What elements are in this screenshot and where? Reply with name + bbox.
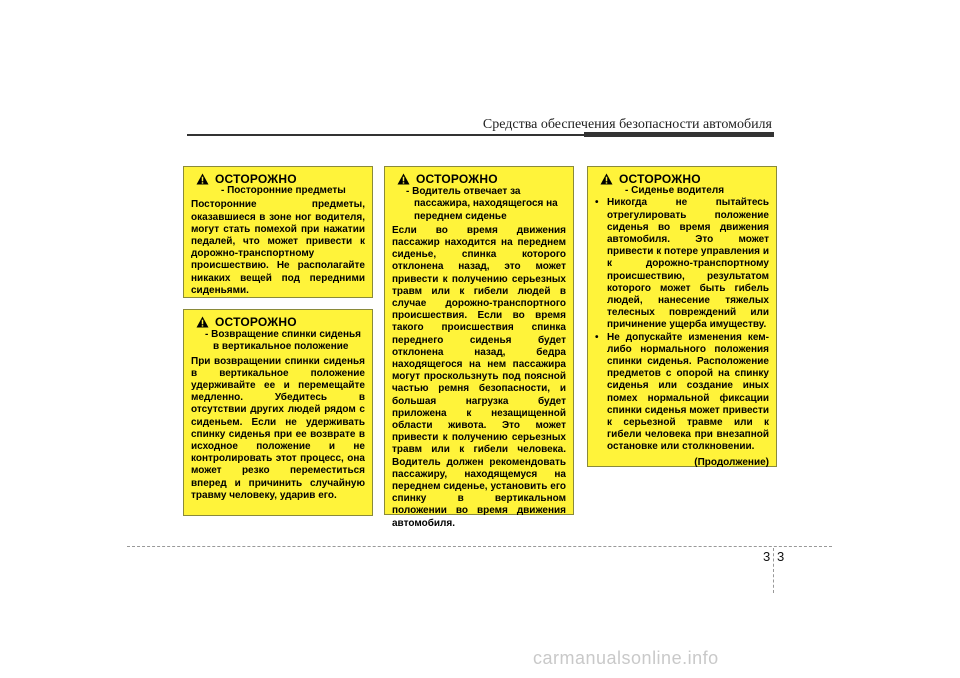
warning-header: [595, 173, 769, 185]
warning-triangle-icon: [196, 173, 209, 185]
warning-panel-foreign-objects: [183, 166, 373, 298]
warning-subtitle: - Сиденье водителя: [625, 185, 725, 197]
warning-subtitle: - Посторонние предметы: [221, 185, 346, 197]
page-number: 3: [777, 549, 785, 564]
warning-panel-driver-responsibility: [384, 166, 574, 529]
bullet-dot-icon: •: [595, 331, 599, 343]
watermark: carmanualsonline.info: [533, 648, 719, 668]
continued-label: (Продолжение): [694, 456, 769, 468]
section-title: Средства обеспечения безопасности автомобиля: [482, 117, 772, 132]
warning-bullet: [595, 332, 769, 454]
warning-title: ОСТОРОЖНО: [416, 172, 498, 186]
warning-header: [392, 173, 566, 185]
warning-subtitle: - Возвращение спинки сиденья в вертикальное положение: [205, 329, 361, 353]
chapter-number: 3: [763, 549, 771, 564]
warning-title: ОСТОРОЖНО: [215, 315, 297, 329]
bullet-text: Никогда не пытайтесь отрегулировать положение сиденья во время движения автомобиля. Это может привести к потере управления и к дорожно-транспортному происшествию, результатом которого может быть гибель людей, нанесение тяжелых телесных повреждений или причинение ущерба имуществу.: [607, 197, 769, 331]
warning-body: При возвращении спинки сиденья в вертикальное положение удерживайте ее и перемещайте медленно. Убедитесь в отсутствии других людей рядом с сиденьем. Если не удерживать спинку сиденья при ее возврате в исходное положение и не контролировать этот процесс, она может резко переместиться вперед и причинить случайную травму человеку, ударив его.: [191, 355, 365, 501]
bullet-text: Не допускайте изменения кем-либо нормального положения спинки сиденья. Расположение предметов с опорой на спинку сиденья или создание иных помех нормальной фиксации спинки сиденья может привести к серьезной травме или к гибели человека при внезапной остановке или столкновении.: [607, 331, 769, 453]
warning-body: Посторонние предметы, оказавшиеся в зоне ног водителя, могут стать помехой при нажатии педалей, что может привести к дорожно-транспортному происшествию. Не располагайте никаких вещей под передними сиденьями.: [191, 199, 365, 296]
warning-header: [191, 173, 365, 185]
warning-panel-driver-seat: [587, 166, 777, 467]
warning-triangle-icon: [600, 173, 613, 185]
warning-title: ОСТОРОЖНО: [619, 172, 701, 186]
footer-divider: [127, 546, 832, 547]
header-rule: [187, 134, 774, 136]
warning-header: [191, 316, 365, 328]
warning-subtitle: - Водитель отвечает за пассажира, находящегося на переднем сиденье: [406, 186, 558, 222]
bullet-dot-icon: •: [595, 197, 599, 209]
page-number-divider: [773, 548, 774, 593]
warning-title: ОСТОРОЖНО: [215, 172, 297, 186]
warning-triangle-icon: [397, 173, 410, 185]
warning-triangle-icon: [196, 316, 209, 328]
warning-bullet: [595, 197, 769, 331]
warning-panel-seatback-return: [183, 309, 373, 516]
warning-body: Если во время движения пассажир находится на переднем сиденье, спинка которого отклонена назад, это может привести к получению серьезных травм или к гибели людей в случае дорожно-транспортного происшествия. Если во время такого происшествия спинка переднего сиденья будет отклонена назад, бедра находящегося на нем пассажира могут проскользнуть под поясной частью ремня безопасности, и большая нагрузка будет приложена к незащищенной области живота. Это может привести к получению серьезных травм или к гибели человека. Водитель должен рекомендовать пассажиру, находящемуся на переднем сиденье, установить его спинку в вертикальном положении во время движения автомобиля.: [392, 224, 566, 529]
